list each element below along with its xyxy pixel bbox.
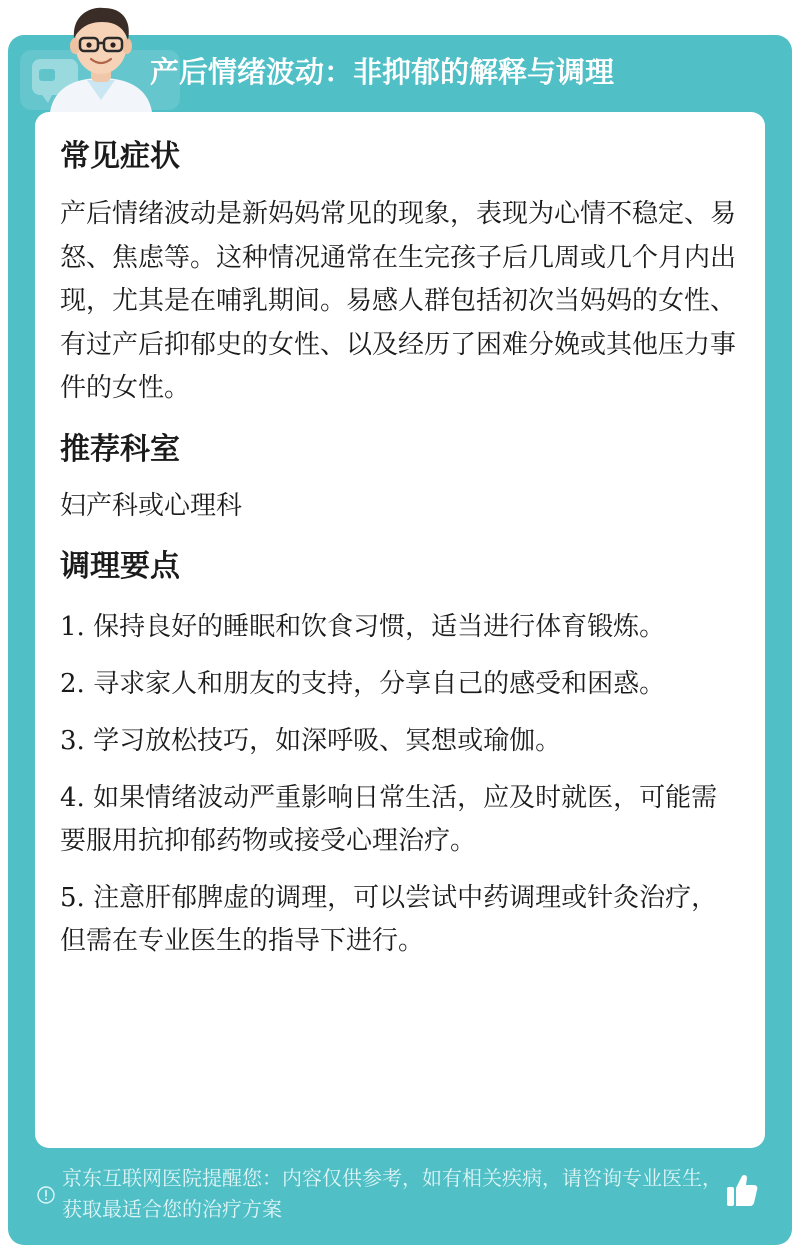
- disclaimer-text: 京东互联网医院提醒您：内容仅供参考，如有相关疾病，请咨询专业医生，获取最适合您的治疗方案: [62, 1166, 722, 1221]
- department-text: 妇产科或心理科: [60, 490, 243, 521]
- info-icon: [36, 1185, 56, 1205]
- list-item: 5. 注意肝郁脾虚的调理，可以尝试中药调理或针灸治疗，但需在专业医生的指导下进行。: [60, 883, 718, 956]
- list-item: 4. 如果情绪波动严重影响日常生活，应及时就医，可能需要服用抗抑郁药物或接受心理治疗。: [60, 783, 718, 856]
- thumbs-up-icon[interactable]: [725, 1172, 759, 1208]
- page-title: 产后情绪波动：非抑郁的解释与调理: [150, 55, 615, 89]
- department-title: 推荐科室: [60, 431, 180, 467]
- content-body: [60, 132, 740, 963]
- symptoms-title: 常见症状: [60, 139, 180, 174]
- list-item: 1. 保持良好的睡眠和饮食习惯，适当进行体育锻炼。: [60, 612, 666, 642]
- symptoms-text: 产后情绪波动是新妈妈常见的现象，表现为心情不稳定、易怒、焦虑等。这种情况通常在生完孩子后几周或几个月内出现，尤其是在哺乳期间。易感人群包括初次当妈妈的女性、有过产后抑郁史的女性、以及经历了困难分娩或其他压力事件的女性。: [60, 199, 737, 403]
- content-card: [35, 112, 765, 1148]
- doctor-avatar: [42, 0, 160, 112]
- list-item: 3. 学习放松技巧，如深呼吸、冥想或瑜伽。: [60, 726, 562, 756]
- care-list: [60, 606, 740, 963]
- care-title: 调理要点: [60, 549, 180, 584]
- list-item: 2. 寻求家人和朋友的支持，分享自己的感受和困惑。: [60, 669, 666, 699]
